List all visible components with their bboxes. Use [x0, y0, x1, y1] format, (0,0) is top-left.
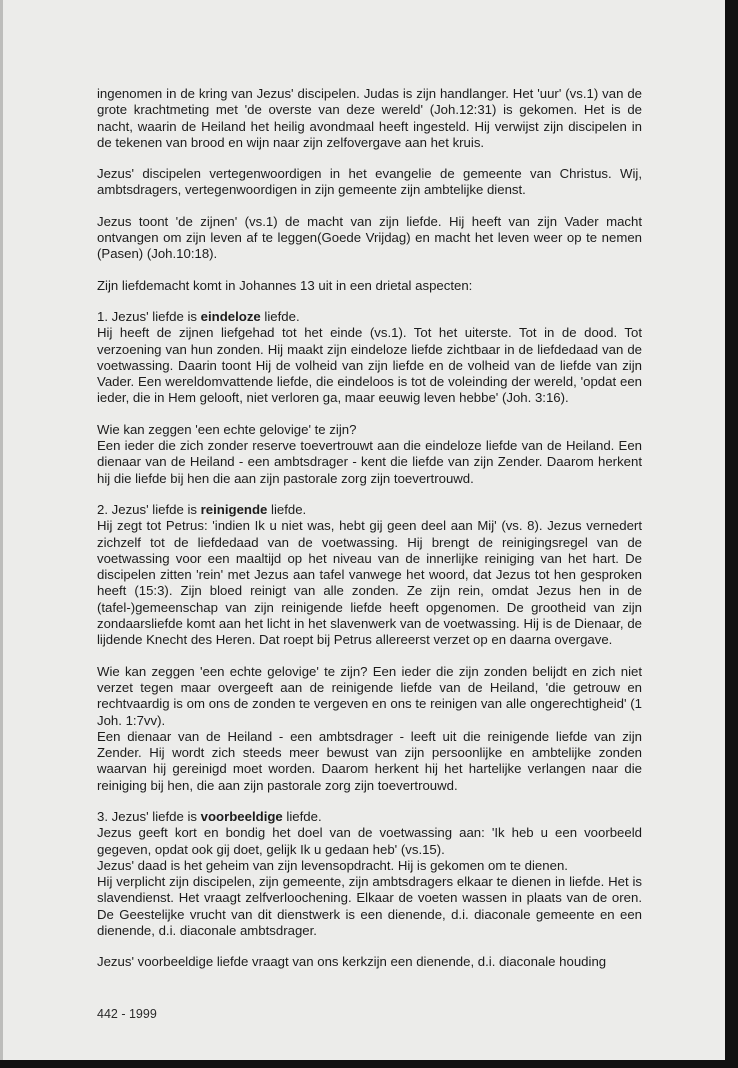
section-3-line-3: Hij verplicht zijn discipelen, zijn gemeente, zijn ambtsdragers elkaar te dienen in liefde. Het is slavendienst. Het vraagt zelfverloochening. Elkaar de voeten wassen in plaats van de oren. De Geestelijke vrucht van dit dienstwerk is een dienende, d.i. diaconale gemeente en een dienende, d.i. diaconale ambtsdrager. [97, 874, 642, 939]
section-3-keyword: voorbeeldige [200, 808, 283, 824]
section-3-number: 3. Jezus' liefde is [97, 808, 201, 824]
scan-bottom-edge [0, 1060, 738, 1068]
scan-right-edge [725, 0, 738, 1068]
scan-left-edge [0, 0, 3, 1060]
paragraph-disciples: Jezus' discipelen vertegenwoordigen in het evangelie de gemeente van Christus. Wij, ambtsdragers, vertegenwoordigen in zijn gemeente zijn ambtelijke dienst. [97, 166, 642, 198]
paragraph-intro: ingenomen in de kring van Jezus' discipelen. Judas is zijn handlanger. Het 'uur' (vs.1) van de grote krachtmeting met 'de overste van deze wereld' (Joh.12:31) is gekomen. Het is de nacht, waarin de Heiland het heilig avondmaal heeft ingesteld. Hij verwijst zijn discipelen in de tekenen van brood en wijn naar zijn zelfovergave aan het kruis. [97, 86, 642, 150]
section-3-suffix: liefde. [282, 808, 322, 824]
paragraph-aspects: Zijn liefdemacht komt in Johannes 13 uit in een drietal aspecten: [97, 277, 473, 293]
body-text [97, 86, 642, 971]
section-1-suffix: liefde. [260, 308, 300, 324]
section-1-answer: Een ieder die zich zonder reserve toevertrouwt aan die eindeloze liefde van de Heiland. Een dienaar van de Heiland - een ambtsdrager - kent die liefde van zijn Zender. Daarom herkent hij die liefde bij hen die aan zijn pastorale zorg zijn toevertrouwd. [97, 438, 642, 486]
section-3-body: Jezus geeft kort en bondig het doel van de voetwassing aan: 'Ik heb u een voorbeeld gegeven, opdat ook gij doet, gelijk Ik u gedaan heb' (vs.15). [97, 825, 642, 857]
section-1-question: Wie kan zeggen 'een echte gelovige' te zijn? [97, 421, 357, 437]
section-2-keyword: reinigende [200, 501, 268, 517]
section-1-heading [97, 309, 642, 325]
paragraph-closing: Jezus' voorbeeldige liefde vraagt van ons kerkzijn een dienende, d.i. diaconale houding [97, 954, 607, 970]
section-2-heading [97, 502, 642, 518]
section-2-body: Hij zegt tot Petrus: 'indien Ik u niet was, hebt gij geen deel aan Mij' (vs. 8). Jezus vernedert zichzelf tot de liefdedaad van de voetwassing. Hij brengt de reinigingsregel van de voetwassing voor een maaltijd op het niveau van de innerlijke reiniging van het hart. De discipelen zitten 'rein' met Jezus aan tafel vanwege het woord, dat Jezus tot hen gesproken heeft (15:3). Zijn bloed reinigt van alle zonden. Ze zijn rein, omdat Jezus hen in de (tafel-)gemeenschap van zijn reinigende liefde heeft opgenomen. De grootheid van zijn zondaarsliefde komt aan het licht in het slavenwerk van de voetwassing. Hij is de Dienaar, de lijdende Knecht des Heren. Dat roept bij Petrus allereerst verzet op en daarna overgave. [97, 518, 642, 648]
section-2-suffix: liefde. [267, 501, 307, 517]
section-3-line-2: Jezus' daad is het geheim van zijn levensopdracht. Hij is gekomen om te dienen. [97, 857, 568, 873]
paragraph-power: Jezus toont 'de zijnen' (vs.1) de macht van zijn liefde. Hij heeft van zijn Vader macht ontvangen om zijn leven af te leggen(Goede Vrijdag) en macht het leven weer op te nemen (Pasen) (Joh.10:18). [97, 213, 642, 262]
section-3-heading [97, 809, 642, 825]
section-1-number: 1. Jezus' liefde is [97, 308, 201, 324]
section-1-keyword: eindeloze [200, 308, 261, 324]
section-2-question: Wie kan zeggen 'een echte gelovige' te zijn? Een ieder die zijn zonden belijdt en zich niet verzet tegen maar overgeeft aan de reinigende liefde van de Heiland, 'die getrouw en rechtvaardig is om ons de zonden te vergeven en ons te reinigen van alle ongerechtigheid' (1 Joh. 1:7vv). [97, 663, 642, 728]
section-2-number: 2. Jezus' liefde is [97, 501, 201, 517]
section-2-answer: Een dienaar van de Heiland - een ambtsdrager - leeft uit die reinigende liefde van zijn Zender. Hij wordt zich steeds meer bewust van zijn persoonlijke en ambtelijke zonden waarvan hij gereinigd moet worden. Daarom herkent hij het hartelijke verlangen naar die reiniging bij hen, die aan zijn pastorale zorg zijn toevertrouwd. [97, 728, 642, 793]
section-1-body: Hij heeft de zijnen liefgehad tot het einde (vs.1). Tot het uiterste. Tot in de dood. Tot verzoening van hun zonden. Hij maakt zijn eindeloze liefde zichtbaar in de liefdedaad van de voetwassing. Daarin toont Hij de volheid van zijn liefde en de volheid van de liefde van zijn Vader. Een wereldomvattende liefde, die eindeloos is tot de voleinding der wereld, 'opdat een ieder, die in Hem gelooft, niet verloren ga, maar eeuwig leven hebbe' (Joh. 3:16). [97, 325, 642, 406]
page-footer: 442 - 1999 [97, 1007, 157, 1021]
